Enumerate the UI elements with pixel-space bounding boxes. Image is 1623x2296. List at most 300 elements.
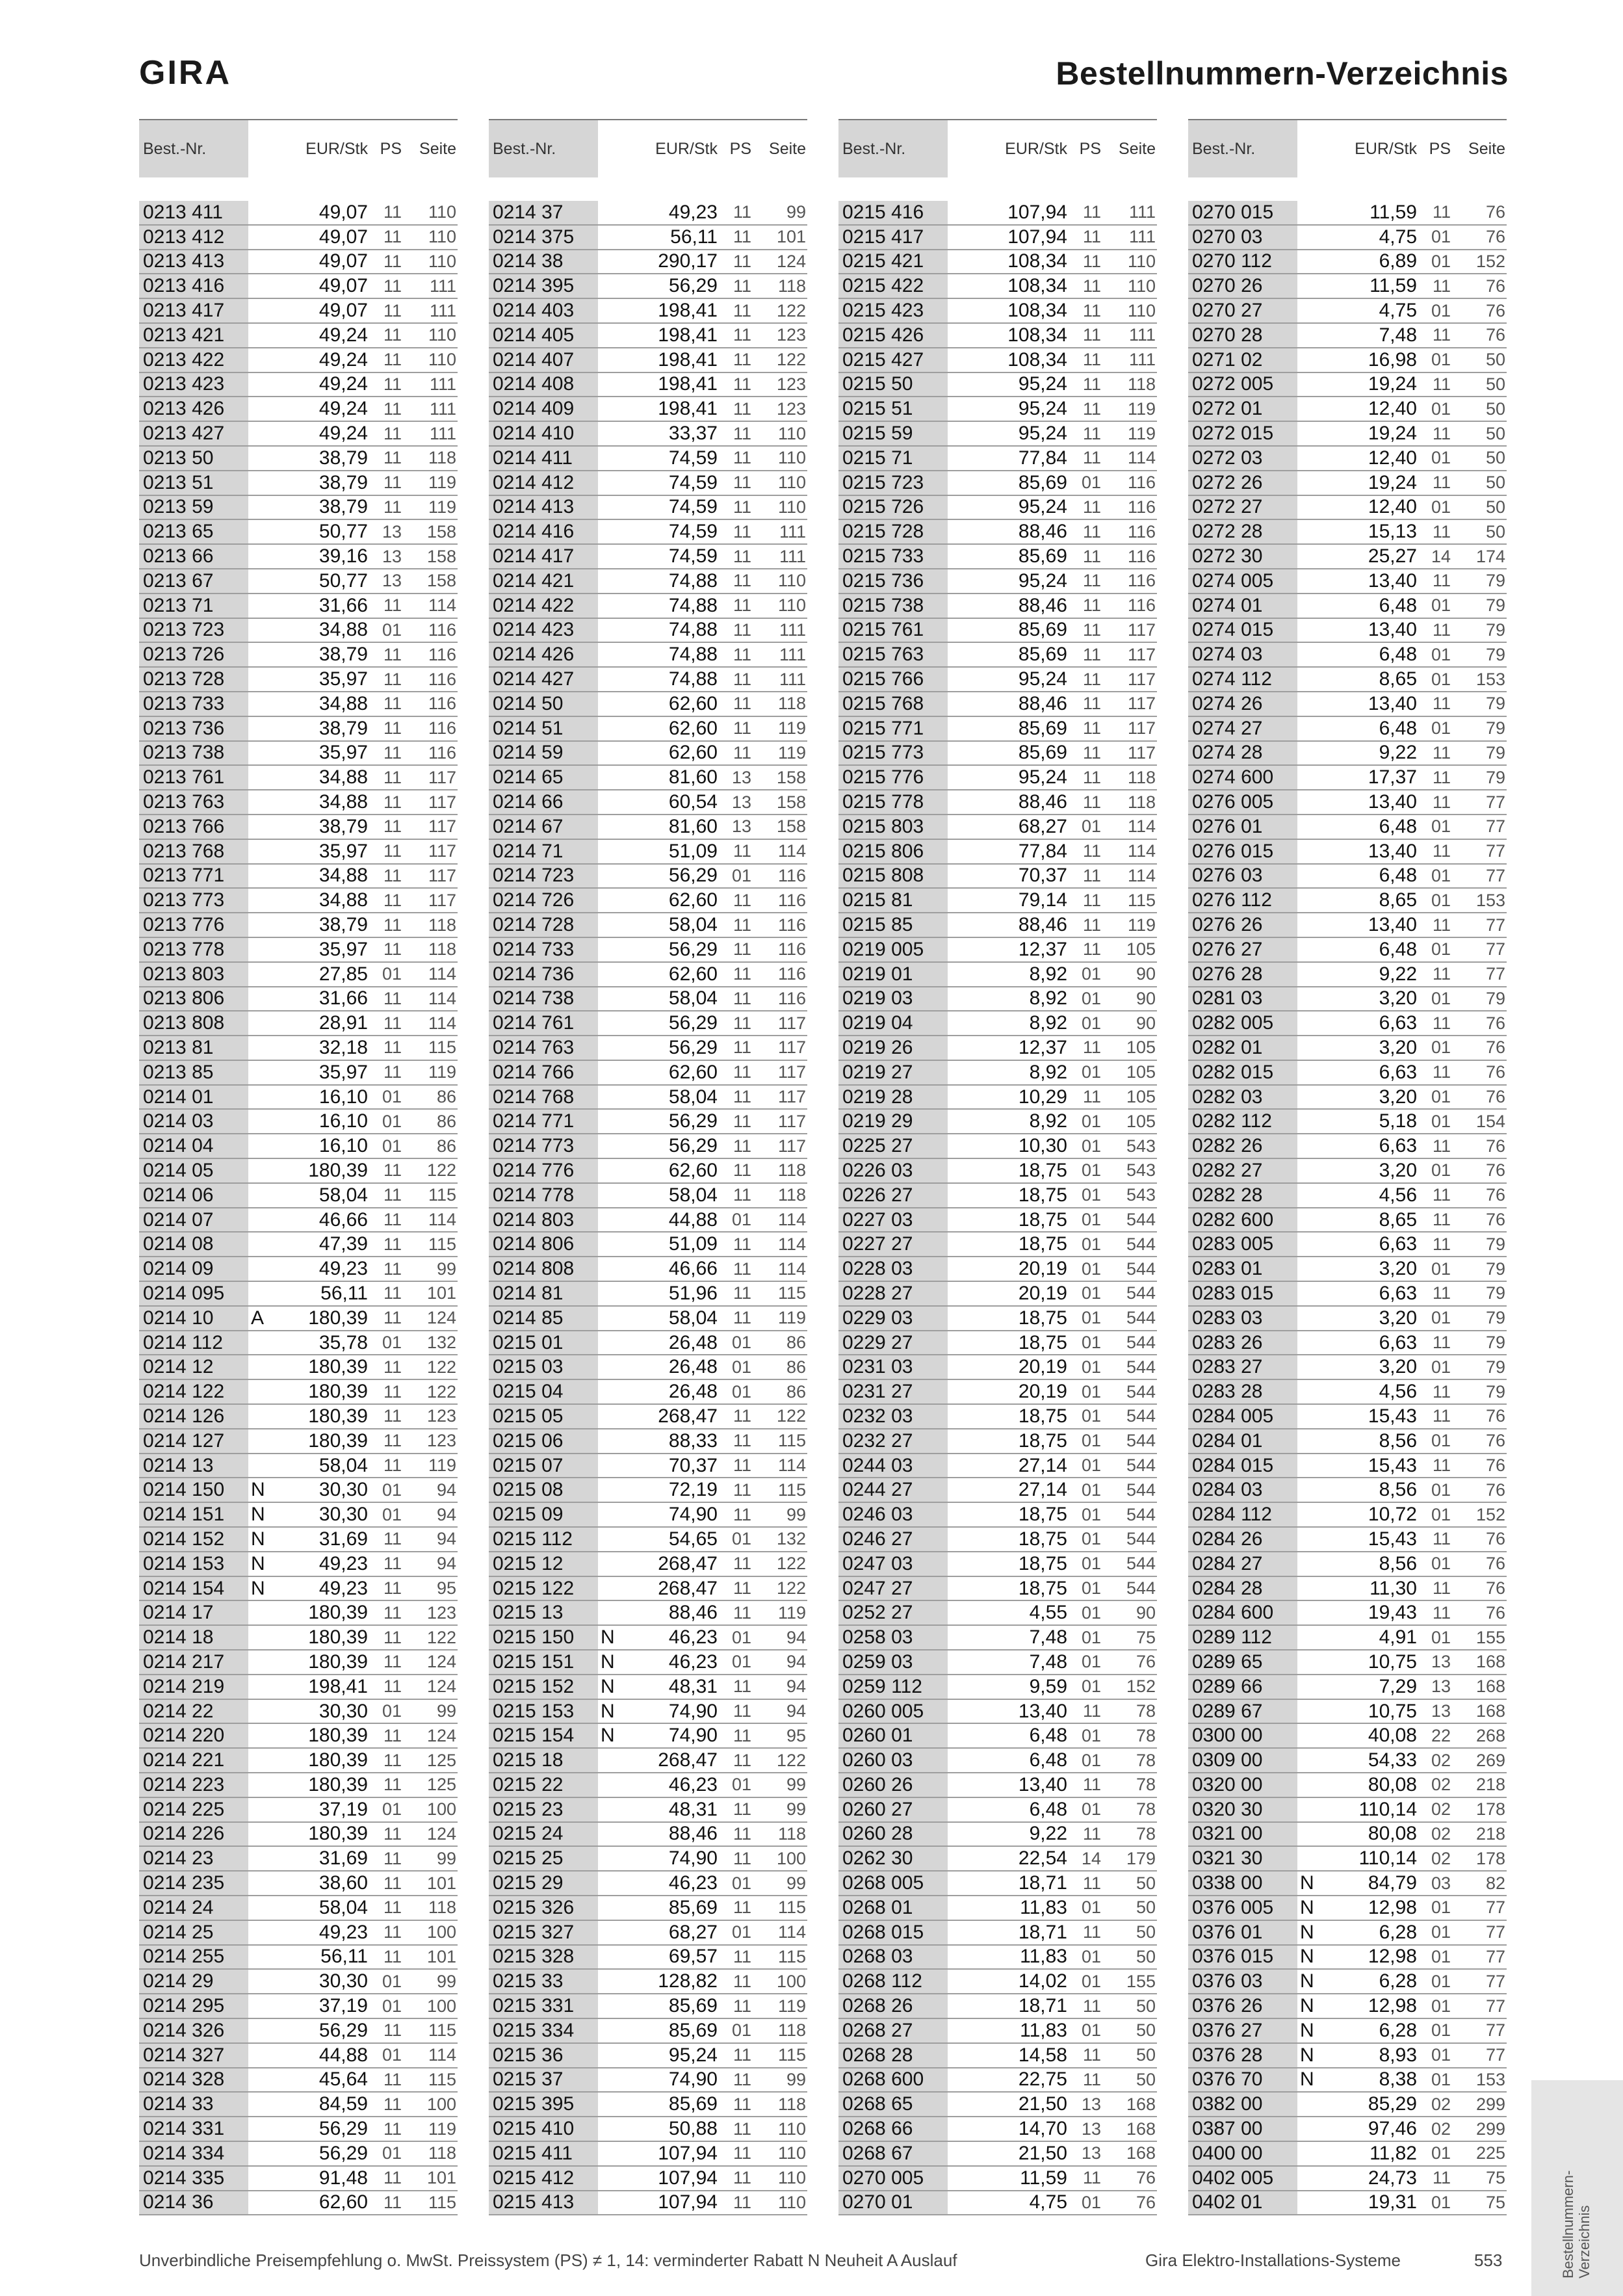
page-ref: 99 bbox=[436, 1701, 456, 1721]
price-eur: 180,39 bbox=[308, 1773, 368, 1795]
order-number: 0284 600 bbox=[1188, 1601, 1297, 1624]
page-ref: 122 bbox=[776, 1578, 806, 1598]
status-flag: N bbox=[251, 1504, 265, 1526]
table-row bbox=[838, 1011, 1157, 1036]
table-row bbox=[838, 1872, 1157, 1896]
order-number: 0215 51 bbox=[838, 397, 948, 421]
status-flag bbox=[598, 471, 615, 495]
price-eur: 110,14 bbox=[1358, 1798, 1417, 1820]
price-eur: 198,41 bbox=[658, 348, 718, 371]
page-ref: 76 bbox=[1485, 276, 1505, 296]
price-eur: 95,24 bbox=[1018, 766, 1067, 789]
price-eur: 18,75 bbox=[1018, 1208, 1067, 1231]
order-number: 0272 30 bbox=[1188, 545, 1297, 568]
page-ref: 119 bbox=[777, 1996, 806, 2016]
order-number: 0214 223 bbox=[139, 1773, 248, 1797]
status-flag bbox=[248, 447, 265, 470]
status-flag bbox=[948, 790, 965, 814]
status-flag bbox=[248, 1896, 265, 1920]
page-ref: 179 bbox=[1126, 1848, 1156, 1868]
page-ref: 86 bbox=[786, 1333, 806, 1353]
order-number: 0213 50 bbox=[139, 447, 248, 470]
table-row bbox=[489, 1700, 807, 1725]
page-ref: 50 bbox=[1136, 1873, 1156, 1893]
price-eur: 7,48 bbox=[1379, 324, 1417, 346]
price-system: 01 bbox=[1431, 865, 1451, 885]
order-number: 0283 27 bbox=[1188, 1355, 1297, 1379]
order-number: 0270 03 bbox=[1188, 226, 1297, 249]
price-eur: 180,39 bbox=[308, 1725, 368, 1747]
table-row bbox=[838, 1700, 1157, 1725]
table-row bbox=[1188, 545, 1507, 569]
price-system: 01 bbox=[731, 865, 751, 885]
status-flag bbox=[948, 274, 965, 298]
price-system: 01 bbox=[731, 1652, 751, 1672]
status-flag bbox=[948, 1307, 965, 1330]
table-row bbox=[1188, 1307, 1507, 1331]
status-flag bbox=[248, 1823, 265, 1846]
price-system: 11 bbox=[733, 1185, 751, 1205]
price-eur: 5,18 bbox=[1379, 1110, 1417, 1132]
page-ref: 269 bbox=[1475, 1750, 1505, 1770]
price-eur: 19,24 bbox=[1368, 373, 1417, 395]
order-number: 0213 411 bbox=[139, 201, 248, 224]
price-eur: 31,69 bbox=[318, 1847, 368, 1870]
price-eur: 22,75 bbox=[1018, 2068, 1067, 2091]
price-eur: 15,43 bbox=[1368, 1405, 1417, 1427]
order-number: 0214 726 bbox=[489, 889, 598, 912]
price-system: 11 bbox=[383, 595, 402, 616]
order-number: 0214 808 bbox=[489, 1257, 598, 1281]
price-eur: 10,29 bbox=[1018, 1086, 1067, 1108]
price-system: 11 bbox=[1082, 423, 1101, 443]
page-ref: 117 bbox=[777, 1136, 806, 1156]
price-eur: 107,94 bbox=[1007, 201, 1067, 223]
order-number: 0213 728 bbox=[139, 668, 248, 691]
order-number: 0215 328 bbox=[489, 1946, 598, 1969]
status-flag bbox=[948, 1626, 965, 1649]
price-eur: 34,88 bbox=[318, 865, 368, 887]
table-row bbox=[838, 1331, 1157, 1356]
order-number: 0214 38 bbox=[489, 250, 598, 274]
status-flag: A bbox=[251, 1307, 265, 1329]
table-row bbox=[838, 790, 1157, 815]
table-row bbox=[139, 963, 458, 987]
page-ref: 111 bbox=[429, 398, 456, 419]
price-eur: 6,48 bbox=[1379, 938, 1417, 960]
price-system: 11 bbox=[383, 1259, 402, 1279]
order-number: 0214 768 bbox=[489, 1086, 598, 1109]
page-ref: 75 bbox=[1485, 2168, 1505, 2188]
table-row bbox=[1188, 520, 1507, 545]
price-eur: 268,47 bbox=[658, 1749, 718, 1771]
status-flag bbox=[948, 668, 965, 691]
table-row bbox=[489, 1454, 807, 1479]
status-flag bbox=[1297, 1134, 1314, 1158]
table-row bbox=[139, 447, 458, 471]
status-flag bbox=[948, 717, 965, 740]
status-flag bbox=[948, 422, 965, 445]
order-number: 0227 27 bbox=[838, 1233, 948, 1256]
status-flag bbox=[948, 1454, 965, 1478]
table-row bbox=[838, 1552, 1157, 1577]
table-row bbox=[838, 1159, 1157, 1184]
order-number: 0214 85 bbox=[489, 1307, 598, 1330]
price-system: 11 bbox=[383, 939, 402, 959]
page-ref: 218 bbox=[1475, 1823, 1505, 1844]
table-row bbox=[489, 545, 807, 569]
page-ref: 111 bbox=[779, 521, 806, 541]
price-eur: 18,75 bbox=[1018, 1504, 1067, 1526]
order-number: 0214 37 bbox=[489, 201, 598, 224]
table-row bbox=[139, 938, 458, 963]
price-system: 11 bbox=[1082, 767, 1101, 787]
page-ref: 76 bbox=[1485, 1013, 1505, 1033]
order-number: 0215 733 bbox=[838, 545, 948, 568]
price-system: 11 bbox=[383, 1529, 402, 1549]
price-system: 11 bbox=[733, 227, 751, 247]
order-number: 0213 66 bbox=[139, 545, 248, 568]
table-row bbox=[489, 1405, 807, 1429]
price-eur: 56,29 bbox=[668, 1036, 718, 1058]
status-flag bbox=[948, 1405, 965, 1428]
table-row bbox=[139, 471, 458, 496]
status-flag bbox=[598, 299, 615, 322]
price-system: 11 bbox=[383, 2020, 402, 2041]
table-row bbox=[139, 2191, 458, 2216]
price-system: 11 bbox=[1432, 1185, 1451, 1205]
price-system: 13 bbox=[1081, 2119, 1101, 2139]
order-number: 0214 153 bbox=[139, 1552, 248, 1576]
price-system: 11 bbox=[1082, 595, 1101, 616]
price-system: 01 bbox=[731, 1357, 751, 1377]
page-ref: 118 bbox=[777, 1160, 806, 1181]
table-row bbox=[489, 1184, 807, 1208]
price-eur: 58,04 bbox=[668, 987, 718, 1010]
table-row bbox=[139, 496, 458, 521]
price-eur: 97,46 bbox=[1368, 2118, 1417, 2140]
status-flag bbox=[948, 1896, 965, 1920]
price-eur: 56,11 bbox=[670, 226, 718, 248]
price-system: 01 bbox=[1081, 1160, 1101, 1181]
price-system: 01 bbox=[1431, 1087, 1451, 1107]
status-flag bbox=[598, 1355, 615, 1379]
page-ref: 116 bbox=[428, 718, 456, 738]
price-system: 01 bbox=[1431, 1554, 1451, 1574]
order-number: 0213 768 bbox=[139, 840, 248, 863]
price-eur: 15,43 bbox=[1368, 1454, 1417, 1476]
status-flag bbox=[1297, 692, 1314, 716]
table-row bbox=[1188, 2117, 1507, 2142]
price-system: 11 bbox=[1082, 1996, 1101, 2016]
price-system: 01 bbox=[1081, 1283, 1101, 1303]
price-system: 11 bbox=[383, 767, 402, 787]
page-ref: 82 bbox=[1485, 1873, 1505, 1893]
page-ref: 119 bbox=[777, 742, 806, 763]
page-ref: 122 bbox=[426, 1160, 456, 1181]
price-eur: 35,97 bbox=[318, 840, 368, 862]
order-number: 0271 02 bbox=[1188, 348, 1297, 372]
table-row bbox=[1188, 1626, 1507, 1650]
status-flag bbox=[1297, 913, 1314, 937]
status-flag bbox=[1297, 668, 1314, 691]
page-ref: 125 bbox=[426, 1750, 456, 1770]
page-ref: 76 bbox=[1485, 300, 1505, 320]
table-row bbox=[1188, 913, 1507, 938]
price-eur: 30,30 bbox=[318, 1504, 368, 1526]
page-title: Bestellnummern-Verzeichnis bbox=[1056, 55, 1509, 92]
order-number: 0214 09 bbox=[139, 1257, 248, 1281]
price-eur: 6,48 bbox=[1029, 1749, 1067, 1771]
status-flag bbox=[248, 1626, 265, 1649]
status-flag bbox=[248, 594, 265, 618]
table-row bbox=[1188, 790, 1507, 815]
page-ref: 110 bbox=[777, 571, 806, 591]
price-system: 11 bbox=[1082, 1701, 1101, 1721]
order-number: 0215 33 bbox=[489, 1970, 598, 1993]
price-system: 11 bbox=[1432, 1455, 1451, 1476]
order-number: 0213 766 bbox=[139, 815, 248, 839]
table-row bbox=[838, 1282, 1157, 1307]
table-row bbox=[139, 1429, 458, 1454]
order-number: 0213 808 bbox=[139, 1011, 248, 1035]
table-row bbox=[139, 1355, 458, 1380]
price-eur: 74,88 bbox=[668, 569, 718, 592]
table-row bbox=[139, 1896, 458, 1921]
price-system: 11 bbox=[1432, 202, 1451, 222]
table-row bbox=[489, 1159, 807, 1184]
order-number: 0214 095 bbox=[139, 1282, 248, 1305]
price-eur: 38,79 bbox=[318, 914, 368, 935]
price-eur: 84,79 bbox=[1368, 1872, 1417, 1894]
status-flag bbox=[948, 2167, 965, 2190]
price-system: 11 bbox=[733, 546, 751, 566]
price-eur: 74,88 bbox=[668, 668, 718, 690]
status-flag bbox=[248, 1380, 265, 1403]
table-row bbox=[1188, 1159, 1507, 1184]
status-flag bbox=[948, 1110, 965, 1133]
table-row bbox=[838, 2093, 1157, 2117]
price-eur: 26,48 bbox=[668, 1356, 718, 1378]
status-flag bbox=[1297, 1773, 1314, 1797]
price-eur: 13,40 bbox=[1368, 791, 1417, 813]
order-number: 0213 413 bbox=[139, 250, 248, 274]
price-eur: 49,07 bbox=[318, 300, 368, 322]
page-ref: 110 bbox=[1127, 276, 1156, 296]
price-eur: 49,23 bbox=[318, 1258, 368, 1280]
status-flag bbox=[598, 2044, 615, 2067]
page-ref: 101 bbox=[426, 1946, 456, 1966]
status-flag bbox=[598, 250, 615, 274]
header-price-system: PS bbox=[1079, 139, 1101, 158]
price-system: 01 bbox=[382, 1799, 402, 1820]
status-flag bbox=[948, 1257, 965, 1281]
price-system: 11 bbox=[733, 718, 751, 738]
status-flag bbox=[1297, 250, 1314, 274]
page-ref: 119 bbox=[777, 718, 806, 738]
table-row bbox=[489, 1011, 807, 1036]
page-ref: 50 bbox=[1485, 497, 1505, 517]
status-flag: N bbox=[601, 1675, 615, 1697]
page-ref: 50 bbox=[1136, 1898, 1156, 1918]
page-ref: 124 bbox=[776, 251, 806, 271]
page-ref: 50 bbox=[1136, 2045, 1156, 2065]
price-eur: 4,56 bbox=[1379, 1381, 1417, 1403]
price-eur: 180,39 bbox=[308, 1429, 368, 1452]
price-eur: 6,48 bbox=[1379, 865, 1417, 887]
table-row bbox=[139, 1528, 458, 1552]
page-ref: 119 bbox=[1127, 398, 1156, 419]
price-eur: 95,24 bbox=[1018, 373, 1067, 395]
price-system: 01 bbox=[382, 1996, 402, 2016]
page-ref: 116 bbox=[777, 890, 806, 910]
page-ref: 78 bbox=[1136, 1701, 1156, 1721]
page-ref: 117 bbox=[428, 841, 456, 861]
price-eur: 80,08 bbox=[1368, 1823, 1417, 1845]
price-system: 11 bbox=[1082, 546, 1101, 566]
table-row bbox=[489, 1749, 807, 1773]
table-row bbox=[139, 692, 458, 717]
table-row bbox=[1188, 1110, 1507, 1134]
page-ref: 114 bbox=[777, 841, 806, 861]
table-row bbox=[838, 1577, 1157, 1602]
price-eur: 9,22 bbox=[1029, 1823, 1067, 1845]
status-flag: N bbox=[1300, 2068, 1314, 2091]
price-eur: 38,79 bbox=[318, 644, 368, 666]
table-row bbox=[838, 963, 1157, 987]
price-system: 01 bbox=[1081, 1136, 1101, 1156]
order-number: 0215 723 bbox=[838, 471, 948, 495]
price-system: 01 bbox=[1081, 1406, 1101, 1426]
page-ref: 155 bbox=[1126, 1971, 1156, 1991]
price-eur: 32,18 bbox=[318, 1036, 368, 1058]
price-system: 11 bbox=[733, 890, 751, 910]
table-row bbox=[1188, 643, 1507, 668]
page-ref: 114 bbox=[1127, 448, 1156, 468]
order-number: 0284 112 bbox=[1188, 1503, 1297, 1526]
price-system: 01 bbox=[1431, 251, 1451, 271]
order-number: 0282 112 bbox=[1188, 1110, 1297, 1133]
order-number: 0282 27 bbox=[1188, 1159, 1297, 1182]
order-number: 0268 01 bbox=[838, 1896, 948, 1920]
status-flag bbox=[248, 545, 265, 568]
status-flag bbox=[248, 1749, 265, 1772]
order-number: 0214 221 bbox=[139, 1749, 248, 1772]
price-eur: 34,88 bbox=[318, 619, 368, 641]
table-row bbox=[1188, 717, 1507, 742]
order-number: 0282 28 bbox=[1188, 1184, 1297, 1207]
order-number: 0215 334 bbox=[489, 2019, 598, 2042]
price-system: 11 bbox=[733, 2069, 751, 2089]
page-ref: 118 bbox=[1127, 767, 1156, 787]
price-system: 01 bbox=[1431, 718, 1451, 738]
status-flag bbox=[1297, 1257, 1314, 1281]
order-number: 0215 24 bbox=[489, 1823, 598, 1846]
status-flag bbox=[1297, 348, 1314, 372]
page-ref: 76 bbox=[1485, 1480, 1505, 1500]
status-flag bbox=[948, 1823, 965, 1846]
table-row bbox=[489, 963, 807, 987]
status-flag bbox=[1297, 201, 1314, 224]
price-system: 11 bbox=[733, 1725, 751, 1745]
page-ref: 116 bbox=[1127, 571, 1156, 591]
price-system: 01 bbox=[1081, 1652, 1101, 1672]
page-ref: 110 bbox=[428, 202, 456, 222]
order-number: 0219 27 bbox=[838, 1061, 948, 1084]
table-row bbox=[489, 1478, 807, 1503]
price-eur: 84,59 bbox=[318, 2093, 368, 2115]
page-ref: 116 bbox=[777, 988, 806, 1008]
price-system: 01 bbox=[1431, 1898, 1451, 1918]
order-number: 0215 36 bbox=[489, 2044, 598, 2067]
order-number: 0276 01 bbox=[1188, 815, 1297, 839]
status-flag bbox=[248, 1429, 265, 1453]
price-system: 22 bbox=[1431, 1725, 1451, 1745]
page-ref: 168 bbox=[1126, 2119, 1156, 2139]
price-system: 11 bbox=[383, 1037, 402, 1058]
price-eur: 62,60 bbox=[668, 692, 718, 714]
status-flag bbox=[248, 643, 265, 666]
price-eur: 68,27 bbox=[1018, 815, 1067, 837]
status-flag bbox=[948, 643, 965, 666]
price-eur: 74,88 bbox=[668, 619, 718, 641]
status-flag bbox=[948, 1700, 965, 1723]
order-number: 0226 03 bbox=[838, 1159, 948, 1182]
page-ref: 268 bbox=[1475, 1725, 1505, 1745]
page-ref: 125 bbox=[426, 1775, 456, 1795]
price-system: 01 bbox=[1081, 1234, 1101, 1254]
table-row bbox=[838, 373, 1157, 398]
page-ref: 90 bbox=[1136, 1013, 1156, 1033]
order-number: 0215 410 bbox=[489, 2117, 598, 2141]
order-number: 0214 407 bbox=[489, 348, 598, 372]
price-eur: 60,54 bbox=[668, 791, 718, 813]
page-ref: 119 bbox=[777, 1602, 806, 1623]
table-row bbox=[838, 1601, 1157, 1626]
order-number: 0215 421 bbox=[838, 250, 948, 274]
price-eur: 198,41 bbox=[658, 300, 718, 322]
order-number: 0213 412 bbox=[139, 226, 248, 249]
status-flag bbox=[598, 1405, 615, 1428]
table-row bbox=[139, 1110, 458, 1134]
table-row bbox=[139, 1700, 458, 1725]
order-number: 0321 30 bbox=[1188, 1847, 1297, 1870]
status-flag bbox=[1297, 1847, 1314, 1870]
section-tab-line: Verzeichnis bbox=[1576, 2205, 1593, 2278]
status-flag bbox=[948, 1921, 965, 1944]
status-flag bbox=[248, 1847, 265, 1870]
price-eur: 77,84 bbox=[1018, 840, 1067, 862]
price-system: 11 bbox=[383, 1848, 402, 1868]
price-eur: 21,50 bbox=[1018, 2142, 1067, 2164]
page-ref: 116 bbox=[777, 865, 806, 885]
order-number: 0320 00 bbox=[1188, 1773, 1297, 1797]
page-ref: 76 bbox=[1485, 1455, 1505, 1476]
order-number: 0214 416 bbox=[489, 520, 598, 543]
price-eur: 4,75 bbox=[1379, 300, 1417, 322]
price-system: 11 bbox=[733, 1234, 751, 1254]
table-row bbox=[838, 1184, 1157, 1208]
price-system: 11 bbox=[733, 300, 751, 320]
status-flag bbox=[248, 1773, 265, 1797]
table-row bbox=[489, 1577, 807, 1602]
price-system: 11 bbox=[383, 1062, 402, 1082]
status-flag bbox=[248, 840, 265, 863]
order-number: 0247 27 bbox=[838, 1577, 948, 1600]
status-flag bbox=[248, 2117, 265, 2141]
price-eur: 14,70 bbox=[1018, 2118, 1067, 2140]
order-number: 0214 23 bbox=[139, 1847, 248, 1870]
